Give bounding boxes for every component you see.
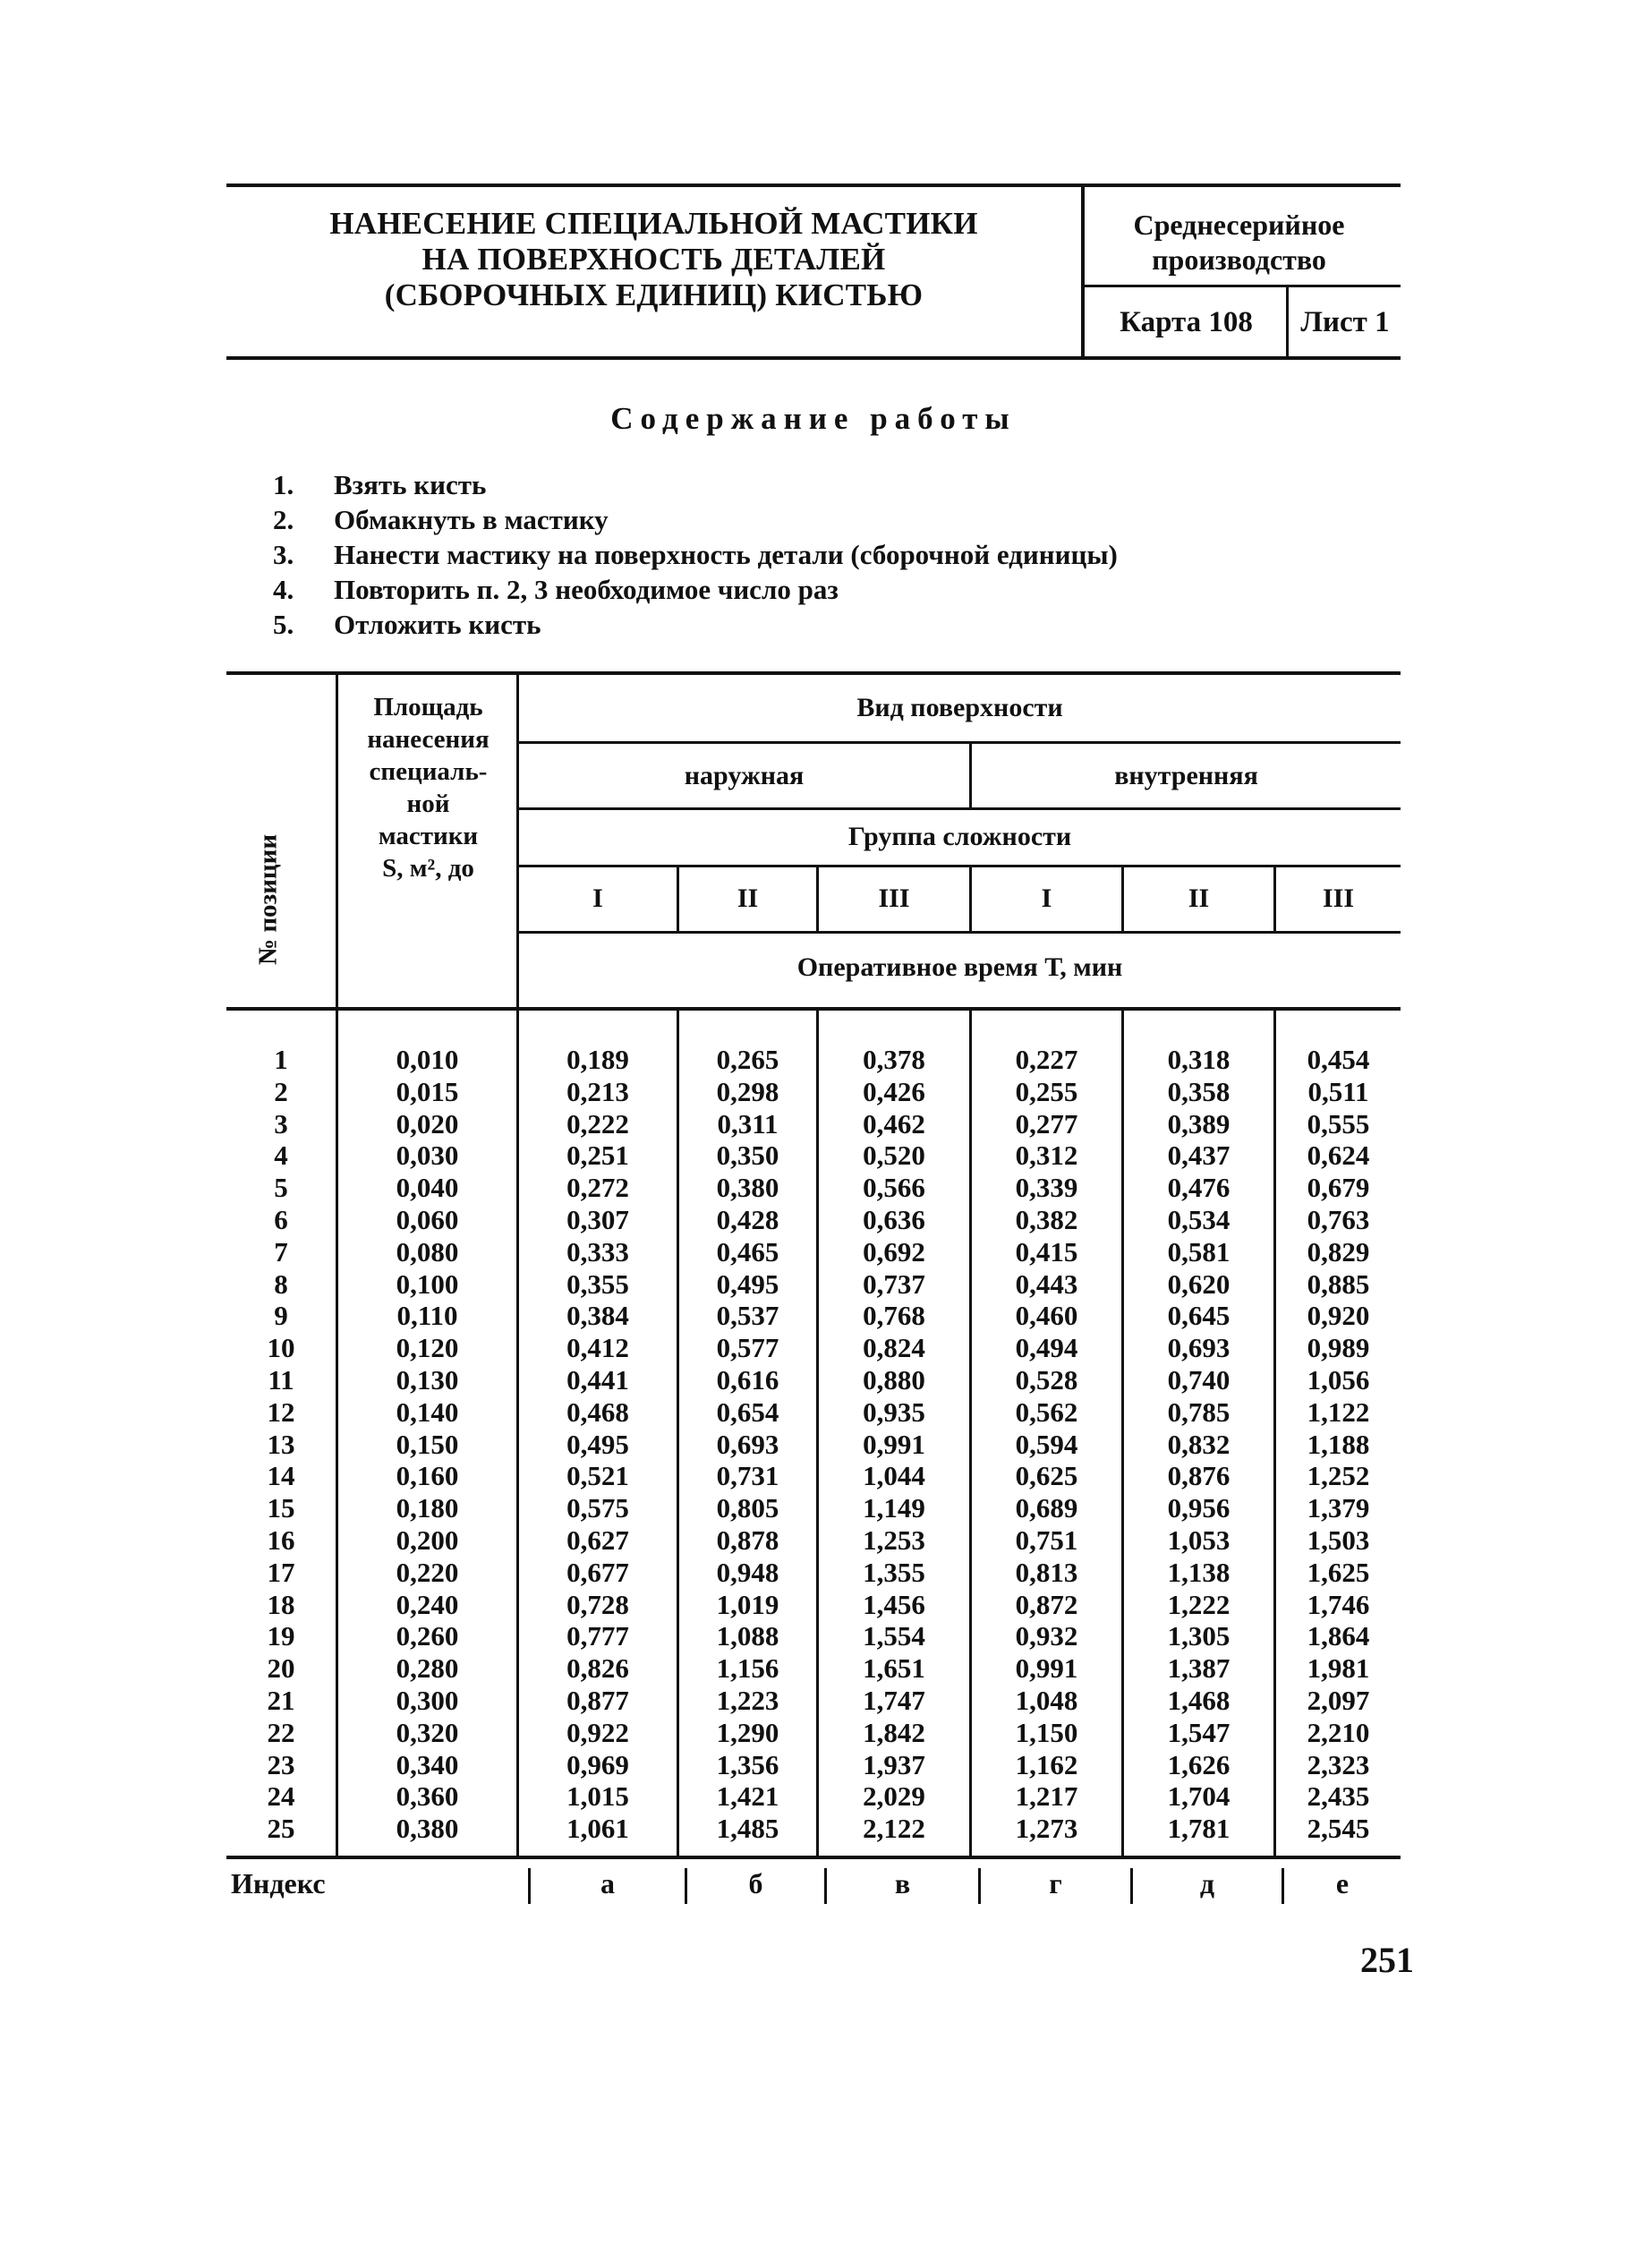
complexity-header: Группа сложности [847, 822, 1072, 851]
header-mid-rule [1083, 285, 1401, 287]
table-rule [519, 931, 1401, 934]
table-cell: 0,932 [1015, 1620, 1078, 1652]
title-line-2: НА ПОВЕРХНОСТЬ ДЕТАЛЕЙ [422, 242, 886, 277]
table-header-bottom-rule [226, 1007, 1401, 1011]
table-cell: 1,468 [1167, 1684, 1230, 1716]
table-cell: 0,415 [1015, 1235, 1078, 1268]
table-cell: 0,948 [716, 1556, 779, 1588]
table-cell: 18 [267, 1588, 295, 1620]
table-cell: 1,379 [1307, 1492, 1370, 1524]
table-cell: 0,265 [716, 1044, 779, 1075]
production-line-2: производство [1152, 243, 1326, 276]
table-cell: 12 [267, 1396, 295, 1428]
table-cell: 0,307 [566, 1203, 629, 1235]
area-header [340, 691, 516, 884]
table-cell: 0,437 [1167, 1140, 1230, 1172]
table-cell: 0,620 [1167, 1268, 1230, 1300]
area-header-line: нанесения [367, 725, 490, 754]
table-cell: 0,080 [396, 1235, 459, 1268]
table-cell: 0,577 [716, 1332, 779, 1364]
table-cell: 0,989 [1307, 1332, 1370, 1364]
table-cell: 0,355 [566, 1268, 629, 1300]
table-cell: 0,378 [863, 1044, 925, 1075]
table-cell: 0,040 [396, 1172, 459, 1204]
table-cell: 1,554 [863, 1620, 925, 1652]
table-cell: 3 [274, 1107, 288, 1140]
list-item [273, 572, 1118, 607]
table-cell: 0,213 [566, 1075, 629, 1107]
table-cell: 0,441 [566, 1363, 629, 1396]
table-cell: 25 [267, 1813, 295, 1845]
time-column-inner-i [972, 1044, 1121, 1845]
table-cell: 0,777 [566, 1620, 629, 1652]
table-cell: 0,731 [716, 1460, 779, 1492]
table-cell: 0,277 [1015, 1107, 1078, 1140]
steps-list [273, 467, 1118, 642]
group-header: I [1041, 883, 1052, 913]
step-number: 5. [273, 609, 294, 640]
table-cell: 1,981 [1307, 1652, 1370, 1685]
table-cell: 0,521 [566, 1460, 629, 1492]
group-header: III [878, 883, 910, 913]
table-cell: 1,503 [1307, 1524, 1370, 1556]
table-cell: 0,654 [716, 1396, 779, 1428]
table-cell: 0,534 [1167, 1203, 1230, 1235]
table-cell: 0,476 [1167, 1172, 1230, 1204]
table-cell: 2,097 [1307, 1684, 1370, 1716]
table-cell: 0,240 [396, 1588, 459, 1620]
table-cell: 0,255 [1015, 1075, 1078, 1107]
table-cell: 1,044 [863, 1460, 925, 1492]
table-cell: 19 [267, 1620, 295, 1652]
table-cell: 2,545 [1307, 1813, 1370, 1845]
table-cell: 0,872 [1015, 1588, 1078, 1620]
table-cell: 0,813 [1015, 1556, 1078, 1588]
table-cell: 0,227 [1015, 1044, 1078, 1075]
table-cell: 0,581 [1167, 1235, 1230, 1268]
index-label: Индекс [231, 1867, 326, 1899]
table-top-rule [226, 671, 1401, 675]
table-cell: 0,010 [396, 1044, 459, 1075]
table-cell: 2,029 [863, 1780, 925, 1813]
table-cell: 0,358 [1167, 1075, 1230, 1107]
table-cell: 0,340 [396, 1748, 459, 1780]
table-cell: 0,693 [1167, 1332, 1230, 1364]
step-number: 2. [273, 504, 294, 535]
table-cell: 4 [274, 1140, 288, 1172]
table-cell: 0,495 [566, 1428, 629, 1460]
table-cell: 1,547 [1167, 1716, 1230, 1748]
table-cell: 0,832 [1167, 1428, 1230, 1460]
table-cell: 1,864 [1307, 1620, 1370, 1652]
table-cell: 1,387 [1167, 1652, 1230, 1685]
table-cell: 0,616 [716, 1363, 779, 1396]
table-cell: 1,222 [1167, 1588, 1230, 1620]
table-cell: 0,412 [566, 1332, 629, 1364]
table-cell: 10 [267, 1332, 295, 1364]
index-cell: в [894, 1867, 911, 1899]
table-cell: 1,122 [1307, 1396, 1370, 1428]
table-cell: 1,273 [1015, 1813, 1078, 1845]
document-title [226, 206, 1081, 313]
area-header-line: ной [406, 790, 450, 818]
table-cell: 0,824 [863, 1332, 925, 1364]
step-text: Обмакнуть в мастику [334, 504, 609, 535]
table-cell: 0,991 [1015, 1652, 1078, 1685]
table-cell: 0,333 [566, 1235, 629, 1268]
table-cell: 0,360 [396, 1780, 459, 1813]
table-cell: 0,494 [1015, 1332, 1078, 1364]
table-cell: 0,460 [1015, 1300, 1078, 1332]
table-cell: 24 [267, 1780, 295, 1813]
time-column-inner-iii [1276, 1044, 1401, 1845]
area-header-line: специаль- [369, 757, 488, 786]
table-cell: 0,468 [566, 1396, 629, 1428]
table-cell: 0,520 [863, 1140, 925, 1172]
table-cell: 1,048 [1015, 1684, 1078, 1716]
table-cell: 0,737 [863, 1268, 925, 1300]
table-cell: 0,443 [1015, 1268, 1078, 1300]
step-number: 4. [273, 574, 294, 605]
sheet-number: Лист 1 [1300, 306, 1390, 338]
table-cell: 0,528 [1015, 1363, 1078, 1396]
table-cell: 1,305 [1167, 1620, 1230, 1652]
table-cell: 14 [267, 1460, 295, 1492]
table-cell: 0,339 [1015, 1172, 1078, 1204]
table-cell: 0,389 [1167, 1107, 1230, 1140]
step-number: 3. [273, 539, 294, 570]
table-cell: 1,015 [566, 1780, 629, 1813]
table-cell: 0,768 [863, 1300, 925, 1332]
table-cell: 1,156 [716, 1652, 779, 1685]
index-cell: е [1335, 1867, 1350, 1899]
table-cell: 0,140 [396, 1396, 459, 1428]
table-cell: 1,019 [716, 1588, 779, 1620]
table-cell: 9 [274, 1300, 288, 1332]
header-top-rule [226, 184, 1401, 187]
table-cell: 0,222 [566, 1107, 629, 1140]
table-cell: 0,878 [716, 1524, 779, 1556]
table-cell: 1,704 [1167, 1780, 1230, 1813]
table-cell: 0,537 [716, 1300, 779, 1332]
table-cell: 17 [267, 1556, 295, 1588]
table-cell: 0,575 [566, 1492, 629, 1524]
table-cell: 0,625 [1015, 1460, 1078, 1492]
table-cell: 0,260 [396, 1620, 459, 1652]
table-cell: 2 [274, 1075, 288, 1107]
table-rule [519, 807, 1401, 810]
table-cell: 0,130 [396, 1363, 459, 1396]
table-cell: 0,220 [396, 1556, 459, 1588]
table-cell: 1,188 [1307, 1428, 1370, 1460]
table-cell: 0,829 [1307, 1235, 1370, 1268]
list-item [273, 467, 1118, 502]
surface-header: Вид поверхности [856, 693, 1063, 722]
table-cell: 1,162 [1015, 1748, 1078, 1780]
table-cell: 0,511 [1307, 1075, 1369, 1107]
table-cell: 0,627 [566, 1524, 629, 1556]
table-cell: 1,937 [863, 1748, 925, 1780]
table-cell: 1,842 [863, 1716, 925, 1748]
inner-header: внутренняя [1114, 761, 1258, 790]
table-cell: 1,747 [863, 1684, 925, 1716]
table-cell: 0,826 [566, 1652, 629, 1685]
group-header: II [1188, 883, 1210, 913]
table-cell: 0,956 [1167, 1492, 1230, 1524]
group-header: I [592, 883, 603, 913]
table-cell: 0,300 [396, 1684, 459, 1716]
time-column-inner-ii [1124, 1044, 1273, 1845]
table-cell: 6 [274, 1203, 288, 1235]
table-cell: 13 [267, 1428, 295, 1460]
table-cell: 1,138 [1167, 1556, 1230, 1588]
step-text: Нанести мастику на поверхность детали (сборочной единицы) [334, 539, 1118, 570]
table-cell: 0,555 [1307, 1107, 1370, 1140]
table-cell: 0,110 [396, 1300, 458, 1332]
table-cell: 0,312 [1015, 1140, 1078, 1172]
table-cell: 0,692 [863, 1235, 925, 1268]
table-cell: 1,252 [1307, 1460, 1370, 1492]
content-title: Содержание работы [610, 401, 1017, 436]
table-cell: 15 [267, 1492, 295, 1524]
table-cell: 20 [267, 1652, 295, 1685]
table-cell: 2,210 [1307, 1716, 1370, 1748]
table-cell: 0,689 [1015, 1492, 1078, 1524]
table-cell: 0,679 [1307, 1172, 1370, 1204]
table-cell: 2,122 [863, 1813, 925, 1845]
table-cell: 0,693 [716, 1428, 779, 1460]
table-cell: 0,298 [716, 1075, 779, 1107]
list-item [273, 502, 1118, 537]
table-cell: 0,160 [396, 1460, 459, 1492]
table-cell: 0,594 [1015, 1428, 1078, 1460]
card-number: Карта 108 [1120, 306, 1253, 338]
table-cell: 0,562 [1015, 1396, 1078, 1428]
table-cell: 0,384 [566, 1300, 629, 1332]
table-cell: 11 [268, 1363, 294, 1396]
table-cell: 0,272 [566, 1172, 629, 1204]
area-header-line: Площадь [373, 693, 483, 721]
table-cell: 7 [274, 1235, 288, 1268]
table-cell: 1,625 [1307, 1556, 1370, 1588]
table-cell: 0,380 [396, 1813, 459, 1845]
table-cell: 0,645 [1167, 1300, 1230, 1332]
step-number: 1. [273, 469, 294, 500]
table-rule [519, 741, 1401, 744]
table-cell: 21 [267, 1684, 295, 1716]
table-cell: 0,677 [566, 1556, 629, 1588]
table-cell: 0,426 [863, 1075, 925, 1107]
table-cell: 1,056 [1307, 1363, 1370, 1396]
table-cell: 0,030 [396, 1140, 459, 1172]
table-cell: 0,380 [716, 1172, 779, 1204]
table-cell: 0,624 [1307, 1140, 1370, 1172]
table-cell: 0,020 [396, 1107, 459, 1140]
table-cell: 1,088 [716, 1620, 779, 1652]
table-bottom-rule [226, 1856, 1401, 1859]
table-cell: 0,454 [1307, 1044, 1370, 1075]
header-bottom-rule [226, 356, 1401, 360]
table-cell: 0,877 [566, 1684, 629, 1716]
table-cell: 0,382 [1015, 1203, 1078, 1235]
table-cell: 0,200 [396, 1524, 459, 1556]
group-header: III [1322, 883, 1355, 913]
table-cell: 0,320 [396, 1716, 459, 1748]
table-cell: 0,751 [1015, 1524, 1078, 1556]
table-rule [519, 865, 1401, 867]
table-cell: 0,462 [863, 1107, 925, 1140]
table-cell: 0,318 [1167, 1044, 1230, 1075]
table-cell: 23 [267, 1748, 295, 1780]
index-cell: а [600, 1867, 615, 1899]
table-cell: 0,428 [716, 1203, 779, 1235]
position-header-text: № позиции [253, 833, 283, 966]
table-cell: 0,311 [717, 1107, 779, 1140]
table-cell: 1,485 [716, 1813, 779, 1845]
list-item [273, 537, 1118, 572]
step-text: Взять кисть [334, 469, 487, 500]
table-cell: 0,969 [566, 1748, 629, 1780]
table-cell: 0,885 [1307, 1268, 1370, 1300]
table-cell: 0,495 [716, 1268, 779, 1300]
table-cell: 0,876 [1167, 1460, 1230, 1492]
table-cell: 1,355 [863, 1556, 925, 1588]
table-cell: 0,935 [863, 1396, 925, 1428]
table-cell: 1,456 [863, 1588, 925, 1620]
time-header: Оперативное время Т, мин [796, 952, 1123, 982]
table-cell: 0,120 [396, 1332, 459, 1364]
table-cell: 1,626 [1167, 1748, 1230, 1780]
table-cell: 1,253 [863, 1524, 925, 1556]
position-column [226, 1044, 336, 1845]
index-cell: б [748, 1867, 763, 1899]
table-cell: 1,217 [1015, 1780, 1078, 1813]
page-number: 251 [1360, 1940, 1414, 1980]
table-cell: 22 [267, 1716, 295, 1748]
table-cell: 0,280 [396, 1652, 459, 1685]
table-cell: 0,636 [863, 1203, 925, 1235]
production-line-1: Среднесерийное [1133, 209, 1345, 241]
table-cell: 2,435 [1307, 1780, 1370, 1813]
table-cell: 0,150 [396, 1428, 459, 1460]
step-text: Отложить кисть [334, 609, 541, 640]
table-cell: 0,785 [1167, 1396, 1230, 1428]
table-cell: 1,223 [716, 1684, 779, 1716]
time-column-outer-iii [819, 1044, 969, 1845]
table-cell: 0,465 [716, 1235, 779, 1268]
table-cell: 0,180 [396, 1492, 459, 1524]
table-cell: 0,100 [396, 1268, 459, 1300]
outer-header: наружная [684, 761, 805, 790]
time-column-outer-i [519, 1044, 677, 1845]
table-cell: 0,880 [863, 1363, 925, 1396]
table-cell: 1,053 [1167, 1524, 1230, 1556]
index-cell: д [1199, 1867, 1215, 1899]
table-cell: 0,991 [863, 1428, 925, 1460]
table-cell: 1,746 [1307, 1588, 1370, 1620]
table-cell: 0,922 [566, 1716, 629, 1748]
table-cell: 0,805 [716, 1492, 779, 1524]
table-cell: 0,740 [1167, 1363, 1230, 1396]
production-type [1085, 208, 1393, 277]
title-line-1: НАНЕСЕНИЕ СПЕЦИАЛЬНОЙ МАСТИКИ [329, 206, 978, 241]
table-cell: 0,920 [1307, 1300, 1370, 1332]
table-cell: 0,566 [863, 1172, 925, 1204]
group-header: II [737, 883, 759, 913]
table-cell: 1,290 [716, 1716, 779, 1748]
table-cell: 8 [274, 1268, 288, 1300]
table-cell: 0,189 [566, 1044, 629, 1075]
area-header-line: S, м², до [382, 854, 474, 883]
table-cell: 16 [267, 1524, 295, 1556]
area-header-line: мастики [378, 822, 479, 850]
table-cell: 1,356 [716, 1748, 779, 1780]
table-cell: 1,421 [716, 1780, 779, 1813]
table-cell: 1,150 [1015, 1716, 1078, 1748]
table-cell: 0,060 [396, 1203, 459, 1235]
table-cell: 0,251 [566, 1140, 629, 1172]
area-column [338, 1044, 516, 1845]
table-cell: 1,061 [566, 1813, 629, 1845]
step-text: Повторить п. 2, 3 необходимое число раз [334, 574, 839, 605]
table-cell: 1,781 [1167, 1813, 1230, 1845]
table-cell: 1,651 [863, 1652, 925, 1685]
table-cell: 0,763 [1307, 1203, 1370, 1235]
table-cell: 0,015 [396, 1075, 459, 1107]
time-column-outer-ii [679, 1044, 816, 1845]
table-cell: 0,728 [566, 1588, 629, 1620]
list-item [273, 607, 1118, 642]
index-cell: г [1049, 1867, 1062, 1899]
table-cell: 5 [274, 1172, 288, 1204]
title-line-3: (СБОРОЧНЫХ ЕДИНИЦ) КИСТЬЮ [384, 277, 924, 312]
table-cell: 0,350 [716, 1140, 779, 1172]
table-cell: 1 [274, 1044, 288, 1075]
table-cell: 1,149 [863, 1492, 925, 1524]
table-cell: 2,323 [1307, 1748, 1370, 1780]
